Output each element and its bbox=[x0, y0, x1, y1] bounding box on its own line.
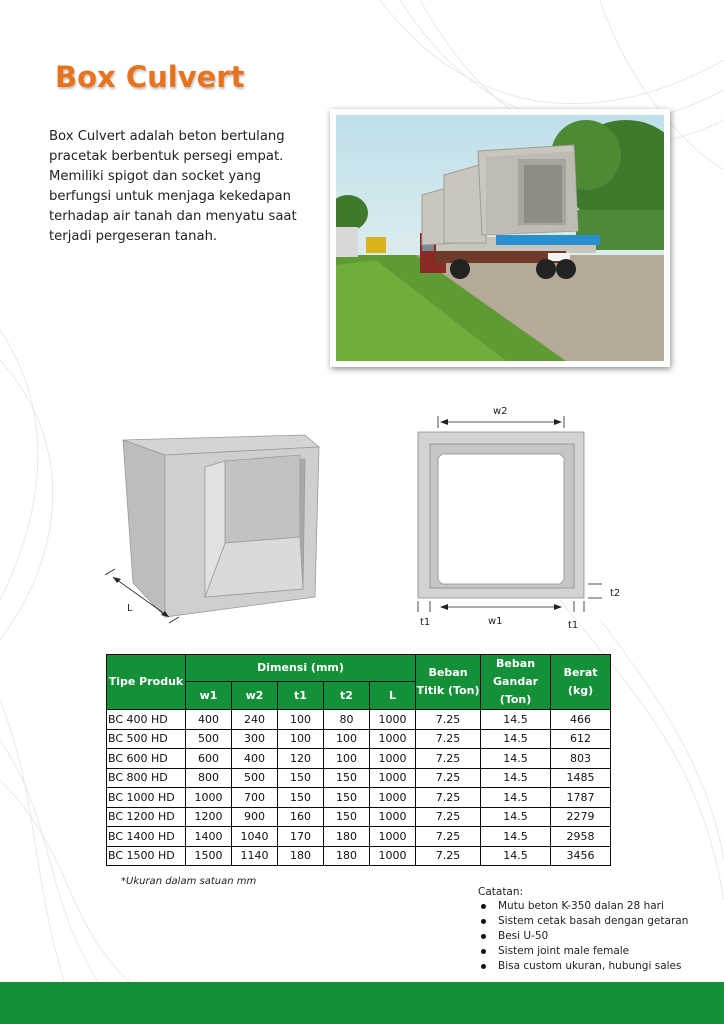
table-cell: 500 bbox=[232, 768, 278, 788]
table-cell: 800 bbox=[186, 768, 232, 788]
table-cell: 612 bbox=[551, 729, 611, 749]
table-cell: 1000 bbox=[370, 846, 416, 866]
table-cell: 240 bbox=[232, 710, 278, 730]
table-cell: 1500 bbox=[186, 846, 232, 866]
table-cell: 466 bbox=[551, 710, 611, 730]
table-cell: 7.25 bbox=[416, 749, 481, 769]
box-culvert-front-diagram bbox=[408, 398, 638, 633]
table-cell: 14.5 bbox=[481, 807, 551, 827]
catatan-item: Mutu beton K-350 dalan 28 hari bbox=[478, 899, 688, 914]
header-berat: Berat (kg) bbox=[551, 655, 611, 710]
table-cell: 900 bbox=[232, 807, 278, 827]
table-cell: 1000 bbox=[186, 788, 232, 808]
table-cell: 7.25 bbox=[416, 768, 481, 788]
page-title: Box Culvert bbox=[55, 60, 245, 94]
catatan-list bbox=[478, 899, 688, 974]
table-cell: 150 bbox=[278, 768, 324, 788]
table-cell: 7.25 bbox=[416, 827, 481, 847]
table-cell: 180 bbox=[324, 846, 370, 866]
table-cell: 1000 bbox=[370, 729, 416, 749]
header-beban-titik: Beban Titik (Ton) bbox=[416, 655, 481, 710]
spec-table bbox=[106, 654, 611, 866]
table-row bbox=[107, 729, 611, 749]
header-L: L bbox=[370, 682, 416, 710]
table-cell: 1040 bbox=[232, 827, 278, 847]
table-cell: 1000 bbox=[370, 749, 416, 769]
table-cell-product: BC 800 HD bbox=[107, 768, 186, 788]
table-cell: 1000 bbox=[370, 827, 416, 847]
table-cell: 80 bbox=[324, 710, 370, 730]
table-cell: 120 bbox=[278, 749, 324, 769]
table-cell: 100 bbox=[324, 749, 370, 769]
table-cell: 14.5 bbox=[481, 827, 551, 847]
catatan-item: Besi U-50 bbox=[478, 929, 688, 944]
table-cell: 803 bbox=[551, 749, 611, 769]
table-cell: 100 bbox=[324, 729, 370, 749]
table-cell: 400 bbox=[232, 749, 278, 769]
table-cell-product: BC 1400 HD bbox=[107, 827, 186, 847]
header-w1: w1 bbox=[186, 682, 232, 710]
table-cell: 14.5 bbox=[481, 729, 551, 749]
catatan-item: Sistem cetak basah dengan getaran bbox=[478, 914, 688, 929]
table-cell: 7.25 bbox=[416, 807, 481, 827]
table-row bbox=[107, 749, 611, 769]
box-culvert-3d-diagram bbox=[105, 425, 330, 630]
table-cell-product: BC 500 HD bbox=[107, 729, 186, 749]
table-row bbox=[107, 788, 611, 808]
table-cell: 1000 bbox=[370, 807, 416, 827]
catatan-item: Sistem joint male female bbox=[478, 944, 688, 959]
footer-bar bbox=[0, 982, 724, 1024]
table-cell: 1140 bbox=[232, 846, 278, 866]
table-cell: 1000 bbox=[370, 788, 416, 808]
table-cell: 700 bbox=[232, 788, 278, 808]
catatan-notes bbox=[478, 886, 688, 974]
table-cell: 1400 bbox=[186, 827, 232, 847]
table-cell: 14.5 bbox=[481, 846, 551, 866]
table-cell: 180 bbox=[324, 827, 370, 847]
table-cell: 7.25 bbox=[416, 788, 481, 808]
table-cell: 100 bbox=[278, 710, 324, 730]
label-L: L bbox=[127, 603, 133, 614]
spec-table-body bbox=[107, 710, 611, 866]
table-cell: 1200 bbox=[186, 807, 232, 827]
table-cell: 100 bbox=[278, 729, 324, 749]
header-beban-gandar: Beban Gandar (Ton) bbox=[481, 655, 551, 710]
label-t1-right: t1 bbox=[568, 620, 579, 631]
table-cell: 150 bbox=[278, 788, 324, 808]
table-row bbox=[107, 768, 611, 788]
table-cell-product: BC 400 HD bbox=[107, 710, 186, 730]
label-t1-left: t1 bbox=[420, 617, 431, 628]
table-row bbox=[107, 710, 611, 730]
truck-photo-illustration bbox=[336, 115, 664, 361]
table-cell: 14.5 bbox=[481, 749, 551, 769]
table-cell-product: BC 600 HD bbox=[107, 749, 186, 769]
table-cell: 2958 bbox=[551, 827, 611, 847]
unit-note: *Ukuran dalam satuan mm bbox=[121, 876, 257, 887]
intro-paragraph: Box Culvert adalah beton bertulang pracetak berbentuk persegi empat. Memiliki spigot dan socket yang berfungsi untuk menjaga kekedapan terhadap air tanah dan menyatu saat terjadi pergeseran tanah. bbox=[49, 129, 297, 244]
table-cell-product: BC 1200 HD bbox=[107, 807, 186, 827]
header-t2: t2 bbox=[324, 682, 370, 710]
table-cell: 600 bbox=[186, 749, 232, 769]
label-t2: t2 bbox=[610, 588, 621, 599]
label-w1: w1 bbox=[488, 616, 503, 627]
table-row bbox=[107, 827, 611, 847]
table-cell: 2279 bbox=[551, 807, 611, 827]
header-dimensi: Dimensi (mm) bbox=[186, 655, 416, 682]
catatan-title: Catatan: bbox=[478, 886, 524, 898]
table-cell: 300 bbox=[232, 729, 278, 749]
table-cell: 170 bbox=[278, 827, 324, 847]
table-cell: 160 bbox=[278, 807, 324, 827]
label-w2: w2 bbox=[493, 406, 508, 417]
table-cell: 3456 bbox=[551, 846, 611, 866]
header-w2: w2 bbox=[232, 682, 278, 710]
table-cell: 14.5 bbox=[481, 710, 551, 730]
table-cell: 7.25 bbox=[416, 846, 481, 866]
table-cell: 7.25 bbox=[416, 710, 481, 730]
truck-photo bbox=[330, 109, 670, 367]
table-cell: 14.5 bbox=[481, 768, 551, 788]
table-cell: 7.25 bbox=[416, 729, 481, 749]
header-tipe-produk: Tipe Produk bbox=[107, 655, 186, 710]
catatan-item: Bisa custom ukuran, hubungi sales bbox=[478, 959, 688, 974]
table-cell: 1000 bbox=[370, 768, 416, 788]
table-cell: 1000 bbox=[370, 710, 416, 730]
table-cell: 180 bbox=[278, 846, 324, 866]
table-cell: 14.5 bbox=[481, 788, 551, 808]
table-cell: 150 bbox=[324, 788, 370, 808]
table-cell: 1485 bbox=[551, 768, 611, 788]
table-header-row bbox=[107, 655, 611, 682]
table-cell: 150 bbox=[324, 768, 370, 788]
table-row bbox=[107, 807, 611, 827]
table-row bbox=[107, 846, 611, 866]
table-cell: 1787 bbox=[551, 788, 611, 808]
table-cell: 500 bbox=[186, 729, 232, 749]
table-cell-product: BC 1500 HD bbox=[107, 846, 186, 866]
table-cell: 400 bbox=[186, 710, 232, 730]
table-cell: 150 bbox=[324, 807, 370, 827]
table-cell-product: BC 1000 HD bbox=[107, 788, 186, 808]
header-t1: t1 bbox=[278, 682, 324, 710]
